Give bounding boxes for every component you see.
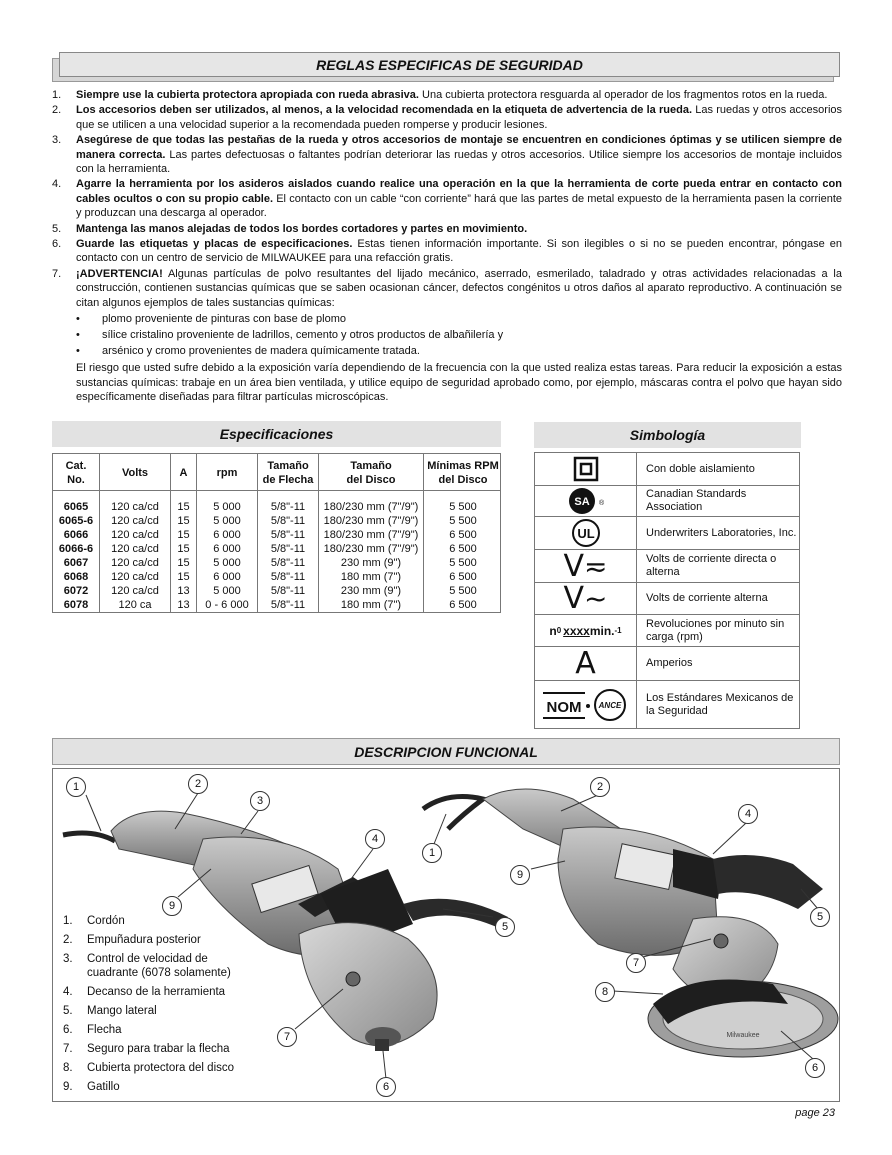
specs-title: Especificaciones	[52, 421, 501, 447]
spec-cell: 5/8"-11	[270, 501, 306, 513]
spec-cell: 6 500	[449, 571, 477, 583]
symbol-row	[535, 615, 799, 647]
legend-number: 1.	[63, 915, 73, 927]
spec-column-header: Mínimas RPM del Disco	[427, 459, 499, 486]
legend-number: 4.	[63, 986, 73, 998]
callout-right-2: 2	[590, 777, 610, 797]
legend-number: 3.	[63, 953, 73, 965]
legend-item	[63, 952, 247, 980]
spec-cell: 120 ca/cd	[111, 571, 159, 583]
spec-cell: 15	[177, 501, 190, 513]
bullet-dot: •	[76, 328, 80, 341]
symbols-table	[534, 452, 800, 729]
legend-label: Cordón	[87, 915, 125, 927]
spec-cell: 5/8"-11	[270, 557, 306, 569]
safety-rules-list	[52, 88, 842, 404]
spec-cell: 15	[177, 515, 190, 527]
rule-bold-text: ¡ADVERTENCIA!	[76, 267, 163, 280]
safety-title: REGLAS ESPECIFICAS DE SEGURIDAD	[316, 56, 583, 73]
safety-rule	[52, 177, 842, 220]
spec-cell: 120 ca/cd	[111, 529, 159, 541]
legend-number: 8.	[63, 1062, 73, 1074]
spec-cell: 6065-6	[58, 515, 94, 527]
symbol-row	[535, 583, 799, 615]
rule-text	[76, 177, 842, 220]
safety-title-bar	[59, 52, 840, 77]
spec-cell: 6 500	[449, 543, 477, 555]
spec-cell: 6 000	[213, 571, 241, 583]
legend-label: Gatillo	[87, 1081, 120, 1093]
spec-cell: 120 ca/cd	[111, 585, 159, 597]
rule-bold-text: Asegúrese de que todas las pestañas de la rueda y otros accesorios de montaje se encuentren en condiciones óptimas y se utilicen siempre de manera correcta.	[76, 134, 842, 161]
rule-bold-text: Guarde las etiquetas y placas de especificaciones.	[76, 238, 353, 251]
rule-text	[76, 103, 842, 132]
spec-column-header: rpm	[216, 466, 238, 479]
spec-column	[53, 454, 100, 612]
rule-bold-text: Siempre use la cubierta protectora apropiada con rueda abrasiva.	[76, 89, 419, 101]
min-text: min.	[589, 623, 615, 638]
callout-right-5: 5	[810, 907, 830, 927]
callout-left-5: 5	[495, 917, 515, 937]
symbol-row	[535, 647, 799, 681]
spec-cell: 180/230 mm (7"/9")	[323, 501, 419, 513]
double-insulation-icon	[535, 453, 637, 485]
ul-icon	[535, 517, 637, 549]
nom-letters: NOM	[546, 699, 581, 716]
ul-letters: UL	[576, 526, 595, 541]
spec-cell: 13	[177, 599, 190, 611]
legend-item	[63, 914, 247, 928]
rule-plain-text: El contacto con un cable “con corriente” hará que las partes de metal expuesto de la herramienta pasen la corriente y produzcan una descarga al operador.	[76, 192, 842, 220]
spec-cell: 5 500	[449, 501, 477, 513]
rule-plain-text: Estas tienen información importante. Si son ilegibles o si no se pueden encontrar, póngase en contacto con un centro de servicio de MILWAUKEE para una refacción gratis.	[76, 238, 843, 265]
rule-plain-text: Las ruedas y otros accesorios que se utilicen a una velocidad superior a la recomendada pueden romperse y producir lesiones.	[76, 104, 843, 131]
spec-cell: 6072	[63, 585, 89, 597]
safety-rule	[52, 222, 842, 236]
symbol-row	[535, 681, 799, 729]
spec-cell: 120 ca/cd	[111, 501, 159, 513]
rule-text	[76, 237, 842, 266]
legend-label: Control de velocidad de cuadrante (6078 solamente)	[87, 953, 231, 979]
spec-cell: 120 ca/cd	[111, 515, 159, 527]
no-load-rpm-icon	[535, 615, 637, 646]
symbol-desc: Los Estándares Mexicanos de la Seguridad	[646, 692, 794, 717]
spec-cell: 5 000	[213, 585, 241, 597]
functional-figure	[52, 768, 840, 1102]
spec-column	[171, 454, 197, 612]
n-letter: n	[549, 623, 557, 638]
legend-number: 6.	[63, 1024, 73, 1036]
chemical-bullet-list	[76, 311, 842, 359]
spec-cell: 180/230 mm (7"/9")	[323, 543, 419, 555]
rule-number: 3.	[52, 134, 62, 147]
symbol-desc: Con doble aislamiento	[646, 462, 755, 475]
spec-cell: 5/8"-11	[270, 585, 306, 597]
ac-dc-volts-icon	[535, 550, 637, 582]
symbol-desc: Volts de corriente directa o alterna	[646, 553, 777, 578]
rule-text	[76, 267, 842, 310]
safety-rule	[52, 237, 842, 266]
volt-letter: V	[563, 581, 585, 616]
bullet-dot: •	[76, 312, 80, 325]
spec-cell: 5 000	[213, 557, 241, 569]
legend-item	[63, 1004, 247, 1018]
ance-letters: ANCE	[598, 701, 621, 710]
csa-icon	[535, 486, 637, 516]
safety-rule	[52, 267, 842, 310]
rule-text	[76, 133, 842, 176]
legend-number: 2.	[63, 934, 73, 946]
functional-title: DESCRIPCION FUNCIONAL	[52, 738, 840, 765]
legend-label: Empuñadura posterior	[87, 934, 201, 946]
callout-left-2: 2	[188, 774, 208, 794]
ac-volts-icon	[535, 583, 637, 614]
symbol-row	[535, 453, 799, 486]
spec-cell: 6066-6	[58, 543, 94, 555]
right-grinder	[423, 789, 838, 1057]
spec-cell: 15	[177, 529, 190, 541]
spec-cell: 5/8"-11	[270, 529, 306, 541]
spec-cell: 180/230 mm (7"/9")	[323, 529, 419, 541]
spec-cell: 120 ca/cd	[111, 543, 159, 555]
rule-text	[76, 88, 842, 102]
spec-cell: 6 000	[213, 543, 241, 555]
spec-cell: 5 000	[213, 515, 241, 527]
safety-rule	[52, 88, 842, 102]
legend-label: Cubierta protectora del disco	[87, 1062, 235, 1074]
rule-number: 7.	[52, 267, 62, 280]
callout-left-9: 9	[162, 896, 182, 916]
rule-number: 2.	[52, 104, 62, 117]
spec-cell: 0 - 6 000	[205, 599, 249, 611]
rule-bold-text: Los accesorios deben ser utilizados, al menos, a la velocidad recomendada en la etiqueta de advertencia de la rueda.	[76, 104, 693, 117]
spec-cell: 5 000	[213, 501, 241, 513]
callout-left-1: 1	[66, 777, 86, 797]
spec-cell: 5/8"-11	[270, 543, 306, 555]
spec-cell: 6065	[63, 501, 89, 513]
callout-left-4: 4	[365, 829, 385, 849]
spec-column	[197, 454, 258, 612]
spec-column-header: Tamaño de Flecha	[262, 459, 314, 486]
callout-right-4: 4	[738, 804, 758, 824]
legend-label: Seguro para trabar la flecha	[87, 1043, 230, 1055]
callout-right-8: 8	[595, 982, 615, 1002]
spec-column-header: A	[179, 466, 188, 479]
rule-number: 1.	[52, 89, 62, 101]
legend-label: Flecha	[87, 1024, 122, 1036]
legend-item	[63, 1023, 247, 1037]
callout-left-3: 3	[250, 791, 270, 811]
bullet-dot: •	[76, 344, 80, 357]
volt-letter: V	[563, 548, 585, 584]
spec-cell: 15	[177, 543, 190, 555]
spec-cell: 6067	[63, 557, 89, 569]
legend-number: 5.	[63, 1005, 73, 1017]
symbol-desc: Canadian Standards Association	[646, 488, 747, 513]
legend-item	[63, 1080, 247, 1094]
bullet-item	[76, 327, 842, 343]
rule-plain-text: Algunas partículas de polvo resultantes del lijado mecánico, aserrado, esmerilado, taladrado y otras actividades relacionadas a la construcción, contienen sustancias químicas que se saben ocasionan cáncer, defectos congénitos u otros daños al aparato reproductivo. A continuación se citan algunos ejemplos de tales sustancias químicas:	[76, 267, 842, 309]
rule-number: 5.	[52, 222, 62, 235]
symbol-desc: Volts de corriente alterna	[646, 592, 768, 604]
min-superscript: -1	[614, 626, 622, 635]
ac-glyph: ~	[584, 582, 608, 615]
spec-cell: 5 500	[449, 585, 477, 597]
rule-number: 6.	[52, 238, 62, 251]
callout-right-7: 7	[626, 953, 646, 973]
legend-label: Decanso de la herramienta	[87, 986, 226, 998]
spec-cell: 180 mm (7")	[340, 599, 402, 611]
rule-number: 4.	[52, 178, 62, 191]
spec-cell: 230 mm (9")	[340, 557, 402, 569]
bullet-item	[76, 311, 842, 327]
spec-column	[424, 454, 502, 612]
spec-cell: 5/8"-11	[270, 515, 306, 527]
spec-column-header: Volts	[121, 466, 149, 479]
callout-left-7: 7	[277, 1027, 297, 1047]
symbol-desc: Underwriters Laboratories, Inc.	[646, 526, 797, 539]
symbol-desc: Revoluciones por minuto sin carga (rpm)	[646, 617, 785, 643]
safety-rule	[52, 103, 842, 132]
spec-cell: 15	[177, 571, 190, 583]
legend-item	[63, 985, 247, 999]
rule-bold-text: Mantenga las manos alejadas de todos los bordes cortadores y partes en movimiento.	[76, 222, 528, 235]
legend-number: 9.	[63, 1081, 73, 1093]
xxxx-text: xxxx	[563, 623, 590, 638]
spec-cell: 5/8"-11	[270, 571, 306, 583]
wheel-brand-text: Milwaukee	[726, 1032, 760, 1039]
callout-right-1: 1	[422, 843, 442, 863]
amp-letter: A	[575, 646, 596, 681]
legend-item	[63, 933, 247, 947]
symbol-row	[535, 550, 799, 583]
spec-column-header: Tamaño del Disco	[346, 459, 396, 486]
legend-item	[63, 1061, 247, 1075]
ac-dc-glyph: ≂	[584, 549, 608, 583]
legend-label: Mango lateral	[87, 1005, 157, 1017]
rule-bold-text: Agarre la herramienta por los asideros aislados cuando realice una operación en la que la herramienta de corte pueda entrar en contacto con cables ocultos o con su propio cable.	[76, 178, 842, 205]
spec-cell: 120 ca	[118, 599, 152, 611]
parts-legend	[63, 914, 247, 1099]
safety-rule	[52, 133, 842, 176]
specs-table	[52, 453, 501, 613]
page-number: page 23	[795, 1107, 835, 1119]
spec-cell: 180/230 mm (7"/9")	[323, 515, 419, 527]
warning-closing-text: El riesgo que usted sufre debido a la exposición varía dependiendo de la frecuencia con la que usted realiza estas tareas. Para reducir la exposición a estas sustancias químicas: trabaje en un área bien ventilada, y utilice equipo de seguridad aprobado como, por ejemplo, máscaras contra el polvo que hayan sido específicamente diseñadas para filtrar partículas microscópicas.	[76, 362, 842, 403]
spec-cell: 6068	[63, 571, 89, 583]
rule-plain-text: Las partes defectuosas o faltantes podrían deteriorar las ruedas y otros accesorios. Utilice siempre los accesorios de montaje incluidos con la herramienta.	[76, 148, 842, 176]
bullet-text: plomo proveniente de pinturas con base de plomo	[102, 312, 346, 325]
spec-column	[258, 454, 319, 612]
spec-cell: 13	[177, 585, 190, 597]
bullet-text: arsénico y cromo provenientes de madera químicamente tratada.	[102, 344, 420, 357]
callout-right-6: 6	[805, 1058, 825, 1078]
n-subscript: 0	[556, 626, 562, 635]
callout-left-6: 6	[376, 1077, 396, 1097]
bullet-item	[76, 343, 842, 359]
callout-right-9: 9	[510, 865, 530, 885]
spec-column	[100, 454, 171, 612]
symbol-row	[535, 517, 799, 550]
symbol-row	[535, 486, 799, 517]
nom-ance-icon	[535, 681, 637, 729]
spec-column	[319, 454, 424, 612]
rule-plain-text: Una cubierta protectora resguarda al operador de los fragmentos rotos en la rueda.	[418, 89, 828, 101]
legend-item	[63, 1042, 247, 1056]
spec-cell: 5 500	[449, 515, 477, 527]
spec-cell: 5/8"-11	[270, 599, 306, 611]
spec-cell: 5 500	[449, 557, 477, 569]
spec-column-header: Cat. No.	[65, 459, 87, 486]
amperes-icon	[535, 647, 637, 680]
spec-cell: 6 500	[449, 599, 477, 611]
spec-cell: 6078	[63, 599, 89, 611]
spec-cell: 6066	[63, 529, 89, 541]
spec-cell: 120 ca/cd	[111, 557, 159, 569]
csa-letters: SA	[573, 496, 590, 508]
spec-cell: 230 mm (9")	[340, 585, 402, 597]
spec-cell: 6 000	[213, 529, 241, 541]
rule-text	[76, 222, 842, 236]
legend-number: 7.	[63, 1043, 73, 1055]
csa-registered: ®	[598, 500, 604, 507]
symbols-title: Simbología	[534, 422, 801, 448]
spec-cell: 180 mm (7")	[340, 571, 402, 583]
symbol-desc: Amperios	[646, 657, 693, 669]
spec-cell: 15	[177, 557, 190, 569]
spec-cell: 6 500	[449, 529, 477, 541]
bullet-text: sílice cristalino proveniente de ladrillos, cemento y otros productos de albañilería y	[102, 328, 504, 341]
